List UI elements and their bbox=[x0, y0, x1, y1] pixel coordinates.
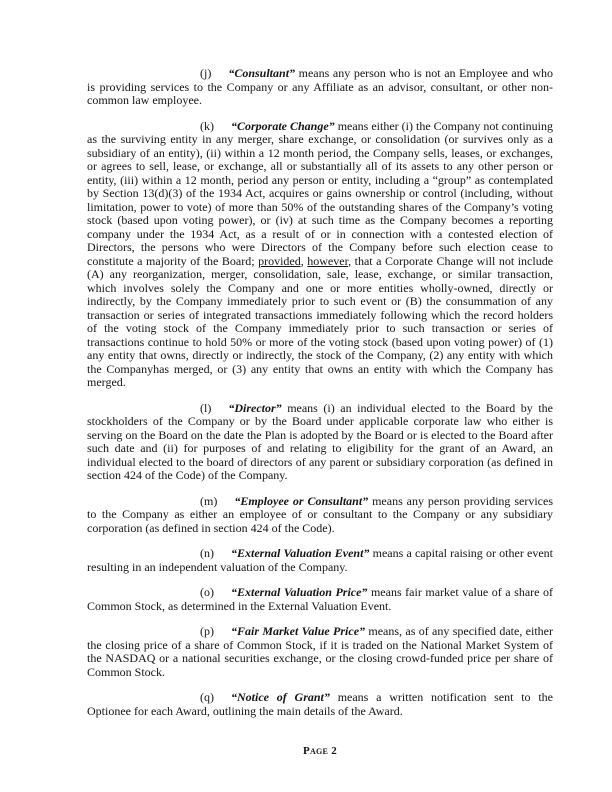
definition-paragraph-j bbox=[87, 67, 553, 108]
defined-term: “Corporate Change” bbox=[231, 118, 335, 133]
paragraph-label: (n) bbox=[200, 546, 214, 560]
paragraph-label: (q) bbox=[200, 690, 214, 704]
paragraph-text: provided, bbox=[258, 253, 304, 268]
paragraph-label: (l) bbox=[200, 400, 212, 415]
paragraph-text: means either (i) the Company not continuing as the surviving entity in any merger, share exchange, or consolidation (or survives only as a subsidiary of an entity), (ii) within a 12 month period, the Company sells, leases, or exchanges, or agrees to sell, lease, or exchange, all or substantially all of its assets to any other person or entity, (iii) within a 12 month, period any person or entity, including a “group” as contemplated by Section 13(d)(3) of the 1934 Act, acquires or gains ownership or control (including, without limitation, power to vote) of more than 50% of the outstanding shares of the Company’s voting stock (based upon voting power), or (iv) at such time as the Company becomes a reporting company under the 1934 Act, as a result of or in connection with a contested election of Directors, the persons who were Directors of the Company before such election cease to constitute a majority of the Board; bbox=[87, 118, 553, 268]
defined-term: “External Valuation Price” bbox=[231, 585, 368, 599]
paragraph-text: means (i) an individual elected to the Board by the stockholders of the Company or by the Board under applicable corporate law who either is serving on the Board on the date the Plan is adopted by the Board or is elected to the Board after such date and (ii) for purposes of and relating to eligibility for the grant of an Award, an individual elected to the board of directors of any parent or subsidiary corporation (as defined in section 424 of the Code) of the Company. bbox=[87, 400, 553, 482]
defined-term: “Notice of Grant” bbox=[231, 690, 330, 704]
definition-paragraph-o bbox=[87, 586, 553, 613]
paragraph-label: (p) bbox=[200, 624, 214, 638]
document-body bbox=[87, 67, 553, 730]
paragraph-text: means a capital raising or other event resulting in an independent valuation of the Company. bbox=[87, 546, 554, 574]
paragraph-label: (k) bbox=[200, 118, 214, 133]
paragraph-text: that a Corporate Change will not include (A) any reorganization, merger, consolidation, sale, lease, exchange, or similar transaction, which involves solely the Company and one or more entities wholly-owned, directly or indirectly, by the Company immediately prior to such event or (B) the consummation of any transaction or series of integrated transactions immediately following which the record holders of the voting stock of the Company immediately prior to such transaction or series of transactions continue to hold 50% or more of the voting stock (based upon voting power) of (1) any entity that owns, directly or indirectly, the stock of the Company, (2) any entity with which the Companyhas merged, or (3) any entity that owns an entity with which the Company has merged. bbox=[87, 253, 554, 389]
page-number-label: Page 2 bbox=[302, 745, 338, 757]
paragraph-text: means any person providing services to the Company as either an employee of or consultant to the Company or any subsidiary corporation (as defined in section 424 of the Code). bbox=[87, 493, 553, 535]
paragraph-text: however, bbox=[307, 253, 352, 268]
defined-term: “Employee or Consultant” bbox=[234, 493, 369, 508]
definition-paragraph-m bbox=[87, 495, 553, 536]
defined-term: “Fair Market Value Price” bbox=[231, 624, 366, 638]
paragraph-label: (j) bbox=[200, 66, 212, 80]
defined-term: “External Valuation Event” bbox=[231, 546, 370, 560]
paragraph-text: means a written notification sent to the Optionee for each Award, outlining the main details of the Award. bbox=[87, 690, 554, 718]
defined-term: “Consultant” bbox=[228, 66, 296, 80]
paragraph-label: (m) bbox=[200, 493, 218, 508]
definition-paragraph-n bbox=[87, 547, 553, 574]
paragraph-text: means fair market value of a share of Common Stock, as determined in the External Valuation Event. bbox=[87, 585, 553, 613]
paragraph-label: (o) bbox=[200, 585, 214, 599]
paragraph-text: means, as of any specified date, either the closing price of a share of Common Stock, if it is traded on the National Market System of the NASDAQ or a national securities exchange, or the closing crowd-funded price per share of Common Stock. bbox=[87, 624, 553, 679]
definition-paragraph-l bbox=[87, 402, 553, 483]
page-footer bbox=[87, 745, 553, 757]
definition-paragraph-p bbox=[87, 625, 553, 679]
defined-term: “Director” bbox=[228, 400, 282, 415]
paragraph-text: means any person who is not an Employee and who is providing services to the Company or any Affiliate as an advisor, consultant, or other non-common law employee. bbox=[87, 66, 553, 107]
definition-paragraph-k bbox=[87, 120, 553, 390]
definition-paragraph-q bbox=[87, 691, 553, 718]
